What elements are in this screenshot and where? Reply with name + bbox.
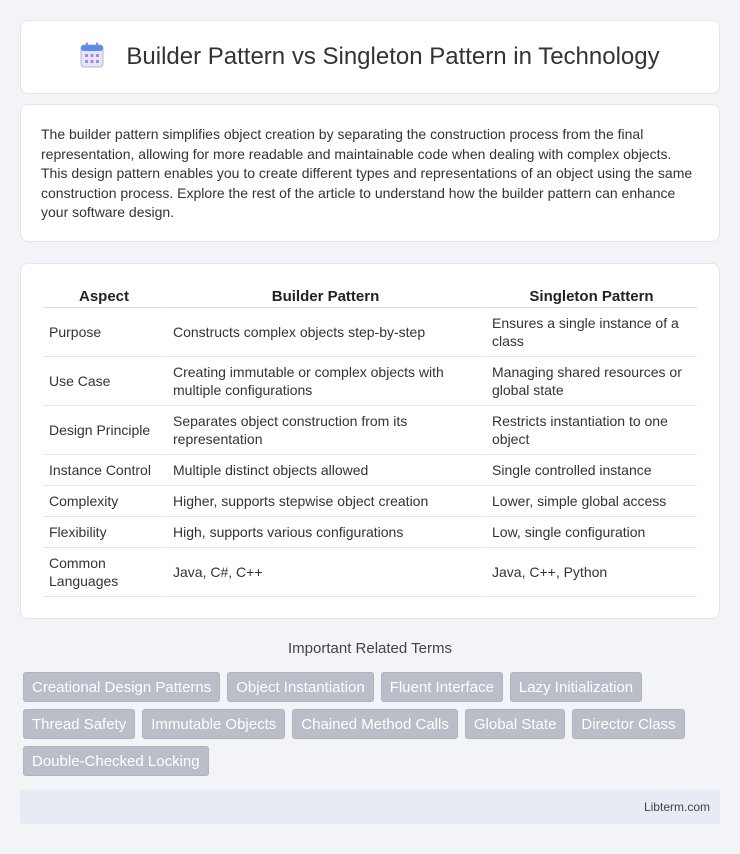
- cell-builder: Higher, supports stepwise object creation: [165, 486, 484, 517]
- comparison-table-card: [20, 263, 720, 619]
- term-tag[interactable]: Object Instantiation: [227, 672, 373, 702]
- cell-singleton: Lower, simple global access: [484, 486, 697, 517]
- related-terms-list: [23, 672, 723, 776]
- term-tag[interactable]: Immutable Objects: [142, 709, 285, 739]
- header-aspect: Aspect: [43, 284, 165, 308]
- table-row: [43, 548, 697, 597]
- cell-singleton: Restricts instantiation to one object: [484, 406, 697, 455]
- term-tag[interactable]: Creational Design Patterns: [23, 672, 220, 702]
- cell-singleton: Managing shared resources or global state: [484, 357, 697, 406]
- cell-builder: Java, C#, C++: [165, 548, 484, 597]
- intro-card: [20, 104, 720, 242]
- intro-text: The builder pattern simplifies object creation by separating the construction process from the final representation, allowing for more readable and maintainable code when dealing with complex objects. This design pattern enables you to create different types and representations of an object using the same construction process. Explore the rest of the article to understand how the builder pattern can enhance your software design.: [41, 126, 693, 221]
- comparison-table: [43, 284, 697, 597]
- cell-builder: Multiple distinct objects allowed: [165, 455, 484, 486]
- term-tag[interactable]: Double-Checked Locking: [23, 746, 209, 776]
- footer: [20, 790, 720, 824]
- cell-aspect: Purpose: [43, 308, 165, 357]
- table-row: [43, 308, 697, 357]
- cell-aspect: Flexibility: [43, 517, 165, 548]
- cell-aspect: Common Languages: [43, 548, 165, 597]
- header-builder: Builder Pattern: [165, 284, 484, 308]
- term-tag[interactable]: Global State: [465, 709, 566, 739]
- cell-builder: Constructs complex objects step-by-step: [165, 308, 484, 357]
- related-terms-title: Important Related Terms: [288, 640, 452, 657]
- header-card: [20, 20, 720, 94]
- cell-builder: High, supports various configurations: [165, 517, 484, 548]
- table-header-row: [43, 284, 697, 308]
- cell-singleton: Low, single configuration: [484, 517, 697, 548]
- cell-aspect: Design Principle: [43, 406, 165, 455]
- cell-singleton: Java, C++, Python: [484, 548, 697, 597]
- table-row: [43, 406, 697, 455]
- term-tag[interactable]: Chained Method Calls: [292, 709, 458, 739]
- page-title: Builder Pattern vs Singleton Pattern in Technology: [126, 43, 660, 70]
- calendar-icon: [80, 42, 104, 73]
- cell-aspect: Use Case: [43, 357, 165, 406]
- term-tag[interactable]: Director Class: [572, 709, 684, 739]
- table-row: [43, 517, 697, 548]
- cell-singleton: Single controlled instance: [484, 455, 697, 486]
- cell-aspect: Instance Control: [43, 455, 165, 486]
- term-tag[interactable]: Thread Safety: [23, 709, 135, 739]
- cell-singleton: Ensures a single instance of a class: [484, 308, 697, 357]
- header-singleton: Singleton Pattern: [484, 284, 697, 308]
- footer-brand[interactable]: Libterm.com: [643, 800, 710, 814]
- term-tag[interactable]: Fluent Interface: [381, 672, 503, 702]
- cell-aspect: Complexity: [43, 486, 165, 517]
- table-row: [43, 455, 697, 486]
- title-wrap: [80, 42, 659, 73]
- table-row: [43, 357, 697, 406]
- cell-builder: Separates object construction from its representation: [165, 406, 484, 455]
- cell-builder: Creating immutable or complex objects with multiple configurations: [165, 357, 484, 406]
- term-tag[interactable]: Lazy Initialization: [510, 672, 642, 702]
- table-row: [43, 486, 697, 517]
